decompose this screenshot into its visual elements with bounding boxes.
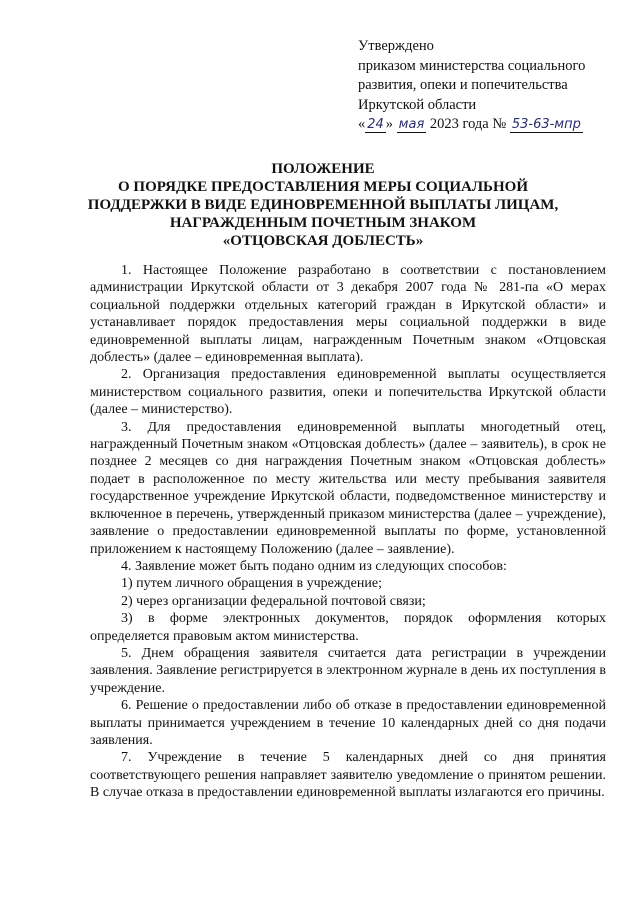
- title-line: ПОДДЕРЖКИ В ВИДЕ ЕДИНОВРЕМЕННОЙ ВЫПЛАТЫ ЛИЦАМ,: [87, 197, 559, 213]
- date-open-quote: «: [358, 116, 366, 132]
- paragraph: 1) путем личного обращения в учреждение;: [121, 576, 382, 592]
- date-year-text: 2023 года №: [429, 116, 507, 132]
- approval-line: приказом министерства социального: [358, 57, 586, 74]
- paragraph: 2. Организация предоставления единовременной выплаты осуществляется министерством социального развития, опеки и попечительства Иркутской области (далее – министерство).: [90, 367, 606, 418]
- title-line: НАГРАЖДЕННЫМ ПОЧЕТНЫМ ЗНАКОМ: [169, 215, 477, 231]
- date-close-quote: »: [385, 116, 394, 132]
- document-title: [40, 160, 606, 250]
- paragraph: 2) через организации федеральной почтовой связи;: [121, 593, 426, 609]
- title-line: «ОТЦОВСКАЯ ДОБЛЕСТЬ»: [222, 233, 424, 249]
- document-body: [90, 262, 606, 802]
- title-line: О ПОРЯДКЕ ПРЕДОСТАВЛЕНИЯ МЕРЫ СОЦИАЛЬНОЙ: [118, 179, 528, 195]
- approval-date-line: [358, 115, 585, 135]
- paragraph: 3. Для предоставления единовременной выплаты многодетный отец, награжденный Почетным знаком «Отцовская доблесть» (далее – заявитель), в срок не позднее 2 месяцев со дня награждения Почетным знаком «Отцовская доблесть» подает в расположенное по месту жительства или месту пребывания заявителя государственное учреждение Иркутской области, подведомственное министерству и включенное в перечень, утвержденный приказом министерства (далее – учреждение), заявление о предоставлении единовременной выплаты по форме, установленной приложением к настоящему Положению (далее – заявление).: [90, 419, 606, 557]
- paragraph: 7. Учреждение в течение 5 календарных дней со дня принятия соответствующего решения направляет заявителю уведомление о принятом решении. В случае отказа в предоставлении единовременной выплаты излагаются его причины.: [90, 750, 606, 801]
- paragraph: 1. Настоящее Положение разработано в соответствии с постановлением администрации Иркутской области от 3 декабря 2007 года № 281-па «О мерах социальной поддержки отдельных категорий граждан в Иркутской области» и устанавливает порядок предоставления меры социальной поддержки в виде единовременной выплаты лицам, награжденным Почетным знаком «Отцовская доблесть» (далее – единовременная выплата).: [90, 263, 606, 366]
- approval-stamp: [358, 37, 585, 135]
- title-line: ПОЛОЖЕНИЕ: [271, 161, 375, 177]
- approval-line: Иркутской области: [358, 96, 477, 113]
- paragraph: 3) в форме электронных документов, порядок оформления которых определяется правовым актом министерства.: [90, 611, 606, 644]
- paragraph: 6. Решение о предоставлении либо об отказе в предоставлении единовременной выплаты принимается учреждением в течение 10 календарных дней со дня подачи заявления.: [90, 698, 606, 748]
- approval-line: развития, опеки и попечительства: [358, 77, 568, 93]
- paragraph: 5. Днем обращения заявителя считается дата регистрации в учреждении заявления. Заявление регистрируется в электронном журнале в день их поступления в учреждение.: [90, 645, 606, 696]
- approval-line: Утверждено: [358, 38, 434, 54]
- date-month-handwritten: мая: [398, 117, 425, 132]
- date-day-handwritten: 24: [367, 117, 384, 132]
- order-number-handwritten: 53-63-мпр: [511, 117, 581, 132]
- paragraph: 4. Заявление может быть подано одним из следующих способов:: [121, 558, 507, 574]
